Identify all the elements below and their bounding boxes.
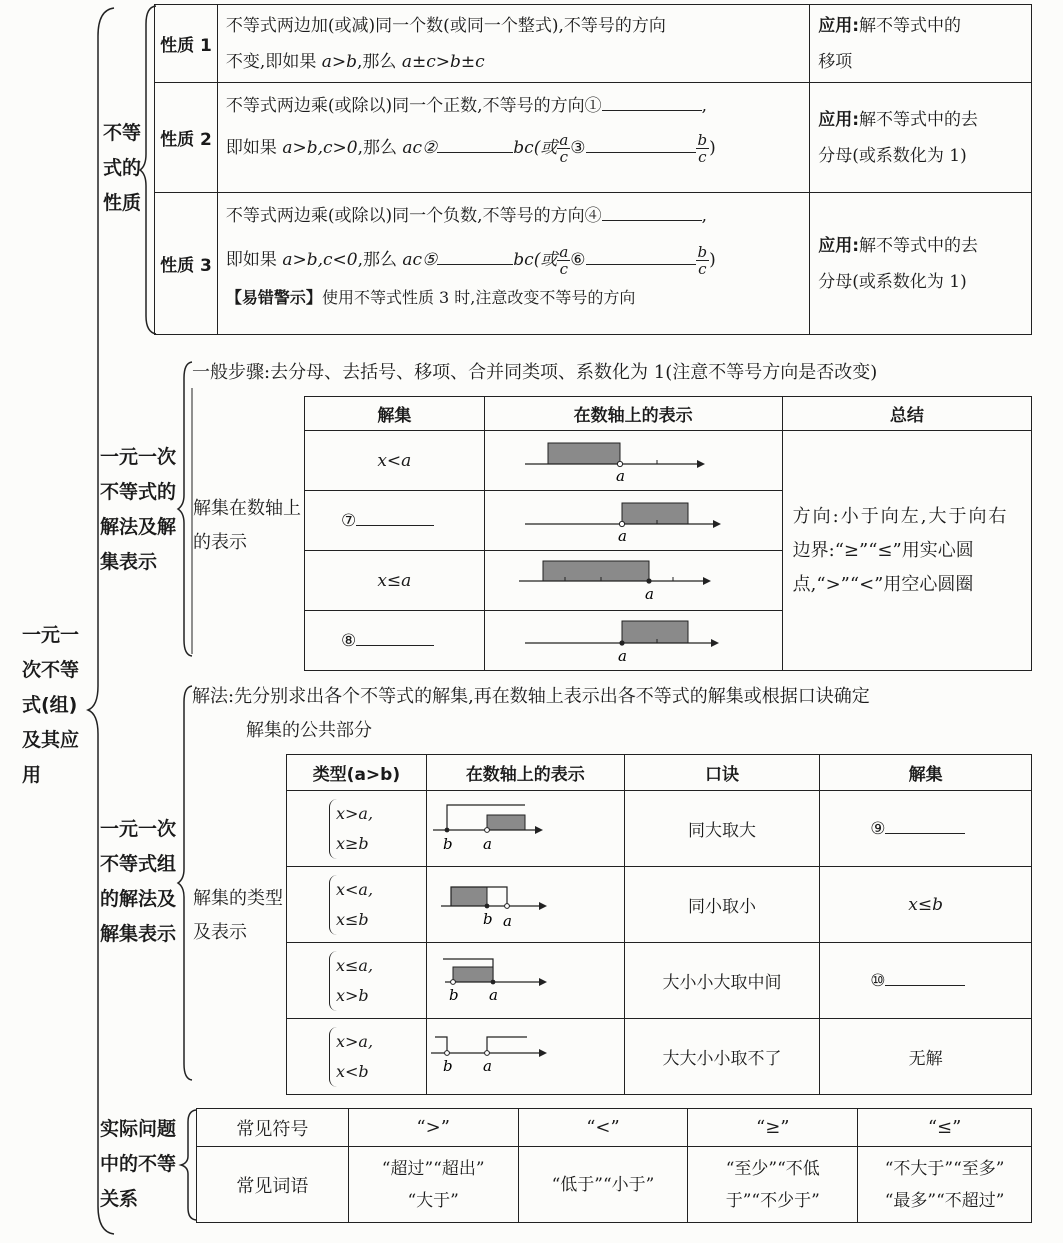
system-header-axis: 在数轴上的表示 bbox=[426, 755, 624, 791]
single-axis-4 bbox=[484, 611, 782, 671]
label-properties-text: 不等式的性质 bbox=[103, 122, 142, 214]
system-header-type: 类型(a>b) bbox=[287, 755, 427, 791]
point-label: a bbox=[615, 467, 625, 485]
single-header-set: 解集 bbox=[305, 397, 485, 431]
properties-table bbox=[154, 4, 1032, 335]
axis-arrow bbox=[535, 826, 543, 834]
number-line bbox=[485, 431, 781, 485]
label-practical-text: 实际问题中的不等关系 bbox=[100, 1118, 177, 1210]
table-row bbox=[287, 943, 1032, 1019]
point-b bbox=[444, 828, 449, 833]
system-table bbox=[286, 754, 1032, 1095]
number-line bbox=[485, 491, 781, 545]
single-table bbox=[304, 396, 1032, 671]
label-practical bbox=[100, 1112, 188, 1217]
system-axis-4 bbox=[426, 1019, 624, 1095]
range-a bbox=[487, 815, 525, 830]
p2-content: 不等式两边乘(或除以)同一个正数,不等号的方向① , 即如果 a>b,c>0,那么 ac② bc(或 $\frac{a}{c}$ ③ $\frac{b}{c}$ ) bbox=[217, 83, 809, 193]
system-axis-1 bbox=[426, 791, 624, 867]
p3-name: 性质 3 bbox=[155, 193, 218, 335]
point-label: a bbox=[482, 1057, 492, 1075]
number-line bbox=[427, 943, 623, 1013]
p1-name: 性质 1 bbox=[155, 5, 218, 83]
root-title-text: 一元一次不等式(组)及其应用 bbox=[22, 624, 80, 786]
single-sub-line bbox=[190, 386, 204, 656]
system-rule-2: 同小取小 bbox=[624, 867, 819, 943]
system-method-1: 解法:先分别求出各个不等式的解集,再在数轴上表示出各不等式的解集或根据口诀确定 bbox=[192, 686, 870, 707]
system-type-1: x>a, x≥b bbox=[287, 791, 427, 867]
system-type-3: x≤a, x>b bbox=[287, 943, 427, 1019]
single-axis-1 bbox=[484, 431, 782, 491]
table-row bbox=[155, 83, 1032, 193]
practical-table bbox=[196, 1108, 1032, 1223]
practical-words-4: “不大于”“至多” “最多”“不超过” bbox=[858, 1147, 1032, 1223]
single-set-2: ⑦ bbox=[305, 491, 485, 551]
table-row bbox=[287, 1019, 1032, 1095]
point-label: a bbox=[644, 585, 654, 603]
summary-direction: 方向:小于向左,大于向右 bbox=[792, 505, 1009, 527]
point-label: b bbox=[442, 1057, 453, 1075]
summary-boundary: 边界:“≥”“≤”用实心圆点,“>”“<”用空心圆圈 bbox=[792, 539, 974, 595]
table-row bbox=[287, 867, 1032, 943]
system-rule-1: 同大取大 bbox=[624, 791, 819, 867]
point-label: a bbox=[482, 835, 492, 853]
single-set-4: ⑧ bbox=[305, 611, 485, 671]
number-line bbox=[485, 611, 781, 665]
system-header-rule: 口诀 bbox=[624, 755, 819, 791]
point-label: a bbox=[488, 986, 498, 1004]
single-set-3: x≤a bbox=[305, 551, 485, 611]
table-row bbox=[287, 791, 1032, 867]
table-row bbox=[155, 193, 1032, 335]
practical-words-1: “超过”“超出” “大于” bbox=[348, 1147, 518, 1223]
point-label: b bbox=[482, 910, 493, 928]
practical-symbol-4: “≤” bbox=[858, 1109, 1032, 1147]
number-line bbox=[427, 867, 623, 937]
system-type-2: x<a, x≤b bbox=[287, 867, 427, 943]
practical-symbol-label: 常见符号 bbox=[197, 1109, 349, 1147]
p2-application: 应用:解不等式中的去 分母(或系数化为 1) bbox=[810, 83, 1032, 193]
table-row bbox=[305, 431, 1032, 491]
system-brace bbox=[176, 684, 194, 1082]
p3-content: 不等式两边乘(或除以)同一个负数,不等号的方向④ , 即如果 a>b,c<0,那么 ac⑤ bc(或 $\frac{a}{c}$ ⑥ $\frac{b}{c}$ ) 【易错警示】使用不等式性质 3 时,注意改变不等号的方向 bbox=[217, 193, 809, 335]
point-a bbox=[484, 828, 489, 833]
practical-words-label: 常见词语 bbox=[197, 1147, 349, 1223]
table-row bbox=[197, 1109, 1032, 1147]
system-sub: 解集的类型及表示 bbox=[193, 888, 283, 943]
system-set-4: 无解 bbox=[820, 1019, 1032, 1095]
single-axis-3 bbox=[484, 551, 782, 611]
system-rule-3: 大小小大取中间 bbox=[624, 943, 819, 1019]
point-label: b bbox=[448, 986, 459, 1004]
practical-symbol-1: “>” bbox=[348, 1109, 518, 1147]
single-axis-2 bbox=[484, 491, 782, 551]
table-row bbox=[155, 5, 1032, 83]
number-line bbox=[427, 791, 623, 861]
root-title bbox=[22, 618, 92, 793]
p3-application: 应用:解不等式中的去 分母(或系数化为 1) bbox=[810, 193, 1032, 335]
system-set-3: ⑩ bbox=[820, 943, 1032, 1019]
practical-symbol-2: “<” bbox=[518, 1109, 688, 1147]
system-rule-4: 大大小小取不了 bbox=[624, 1019, 819, 1095]
number-line bbox=[485, 551, 781, 605]
point-label: a bbox=[502, 912, 512, 930]
p1-content bbox=[217, 5, 809, 83]
practical-symbol-3: “≥” bbox=[688, 1109, 858, 1147]
system-header-set: 解集 bbox=[820, 755, 1032, 791]
point-label: a bbox=[617, 647, 627, 665]
system-type-4: x>a, x<b bbox=[287, 1019, 427, 1095]
p2-name: 性质 2 bbox=[155, 83, 218, 193]
label-system-text: 一元一次不等式组的解法及解集表示 bbox=[100, 818, 177, 945]
table-row bbox=[197, 1147, 1032, 1223]
p1-line2: 不变,即如果 a>b,那么 a±c>b±c bbox=[225, 52, 485, 72]
practical-words-2: “低于”“小于” bbox=[518, 1147, 688, 1223]
label-single-text: 一元一次不等式的解法及解集表示 bbox=[100, 446, 177, 573]
p1-application: 应用:解不等式中的 移项 bbox=[810, 5, 1032, 83]
p1-line1: 不等式两边加(或减)同一个数(或同一个整式),不等号的方向 bbox=[225, 16, 666, 36]
system-axis-2 bbox=[426, 867, 624, 943]
single-header-axis: 在数轴上的表示 bbox=[484, 397, 782, 431]
single-set-1: x<a bbox=[305, 431, 485, 491]
number-line bbox=[427, 1019, 623, 1089]
label-system bbox=[100, 812, 188, 952]
point-label: b bbox=[442, 835, 453, 853]
table-row bbox=[287, 755, 1032, 791]
single-sub: 解集在数轴上的表示 bbox=[193, 498, 301, 553]
practical-words-3: “至少”“不低 于”“不少于” bbox=[688, 1147, 858, 1223]
practical-brace bbox=[178, 1108, 198, 1222]
system-set-1: ⑨ bbox=[820, 791, 1032, 867]
system-set-2: x≤b bbox=[820, 867, 1032, 943]
label-single bbox=[100, 440, 188, 580]
point-label: a bbox=[617, 527, 627, 545]
single-steps: 一般步骤:去分母、去括号、移项、合并同类项、系数化为 1(注意不等号方向是否改变) bbox=[192, 362, 878, 383]
single-header-summary: 总结 bbox=[782, 397, 1031, 431]
system-method-2: 解集的公共部分 bbox=[246, 720, 372, 741]
table-row bbox=[305, 397, 1032, 431]
system-axis-3 bbox=[426, 943, 624, 1019]
single-summary bbox=[782, 431, 1031, 671]
